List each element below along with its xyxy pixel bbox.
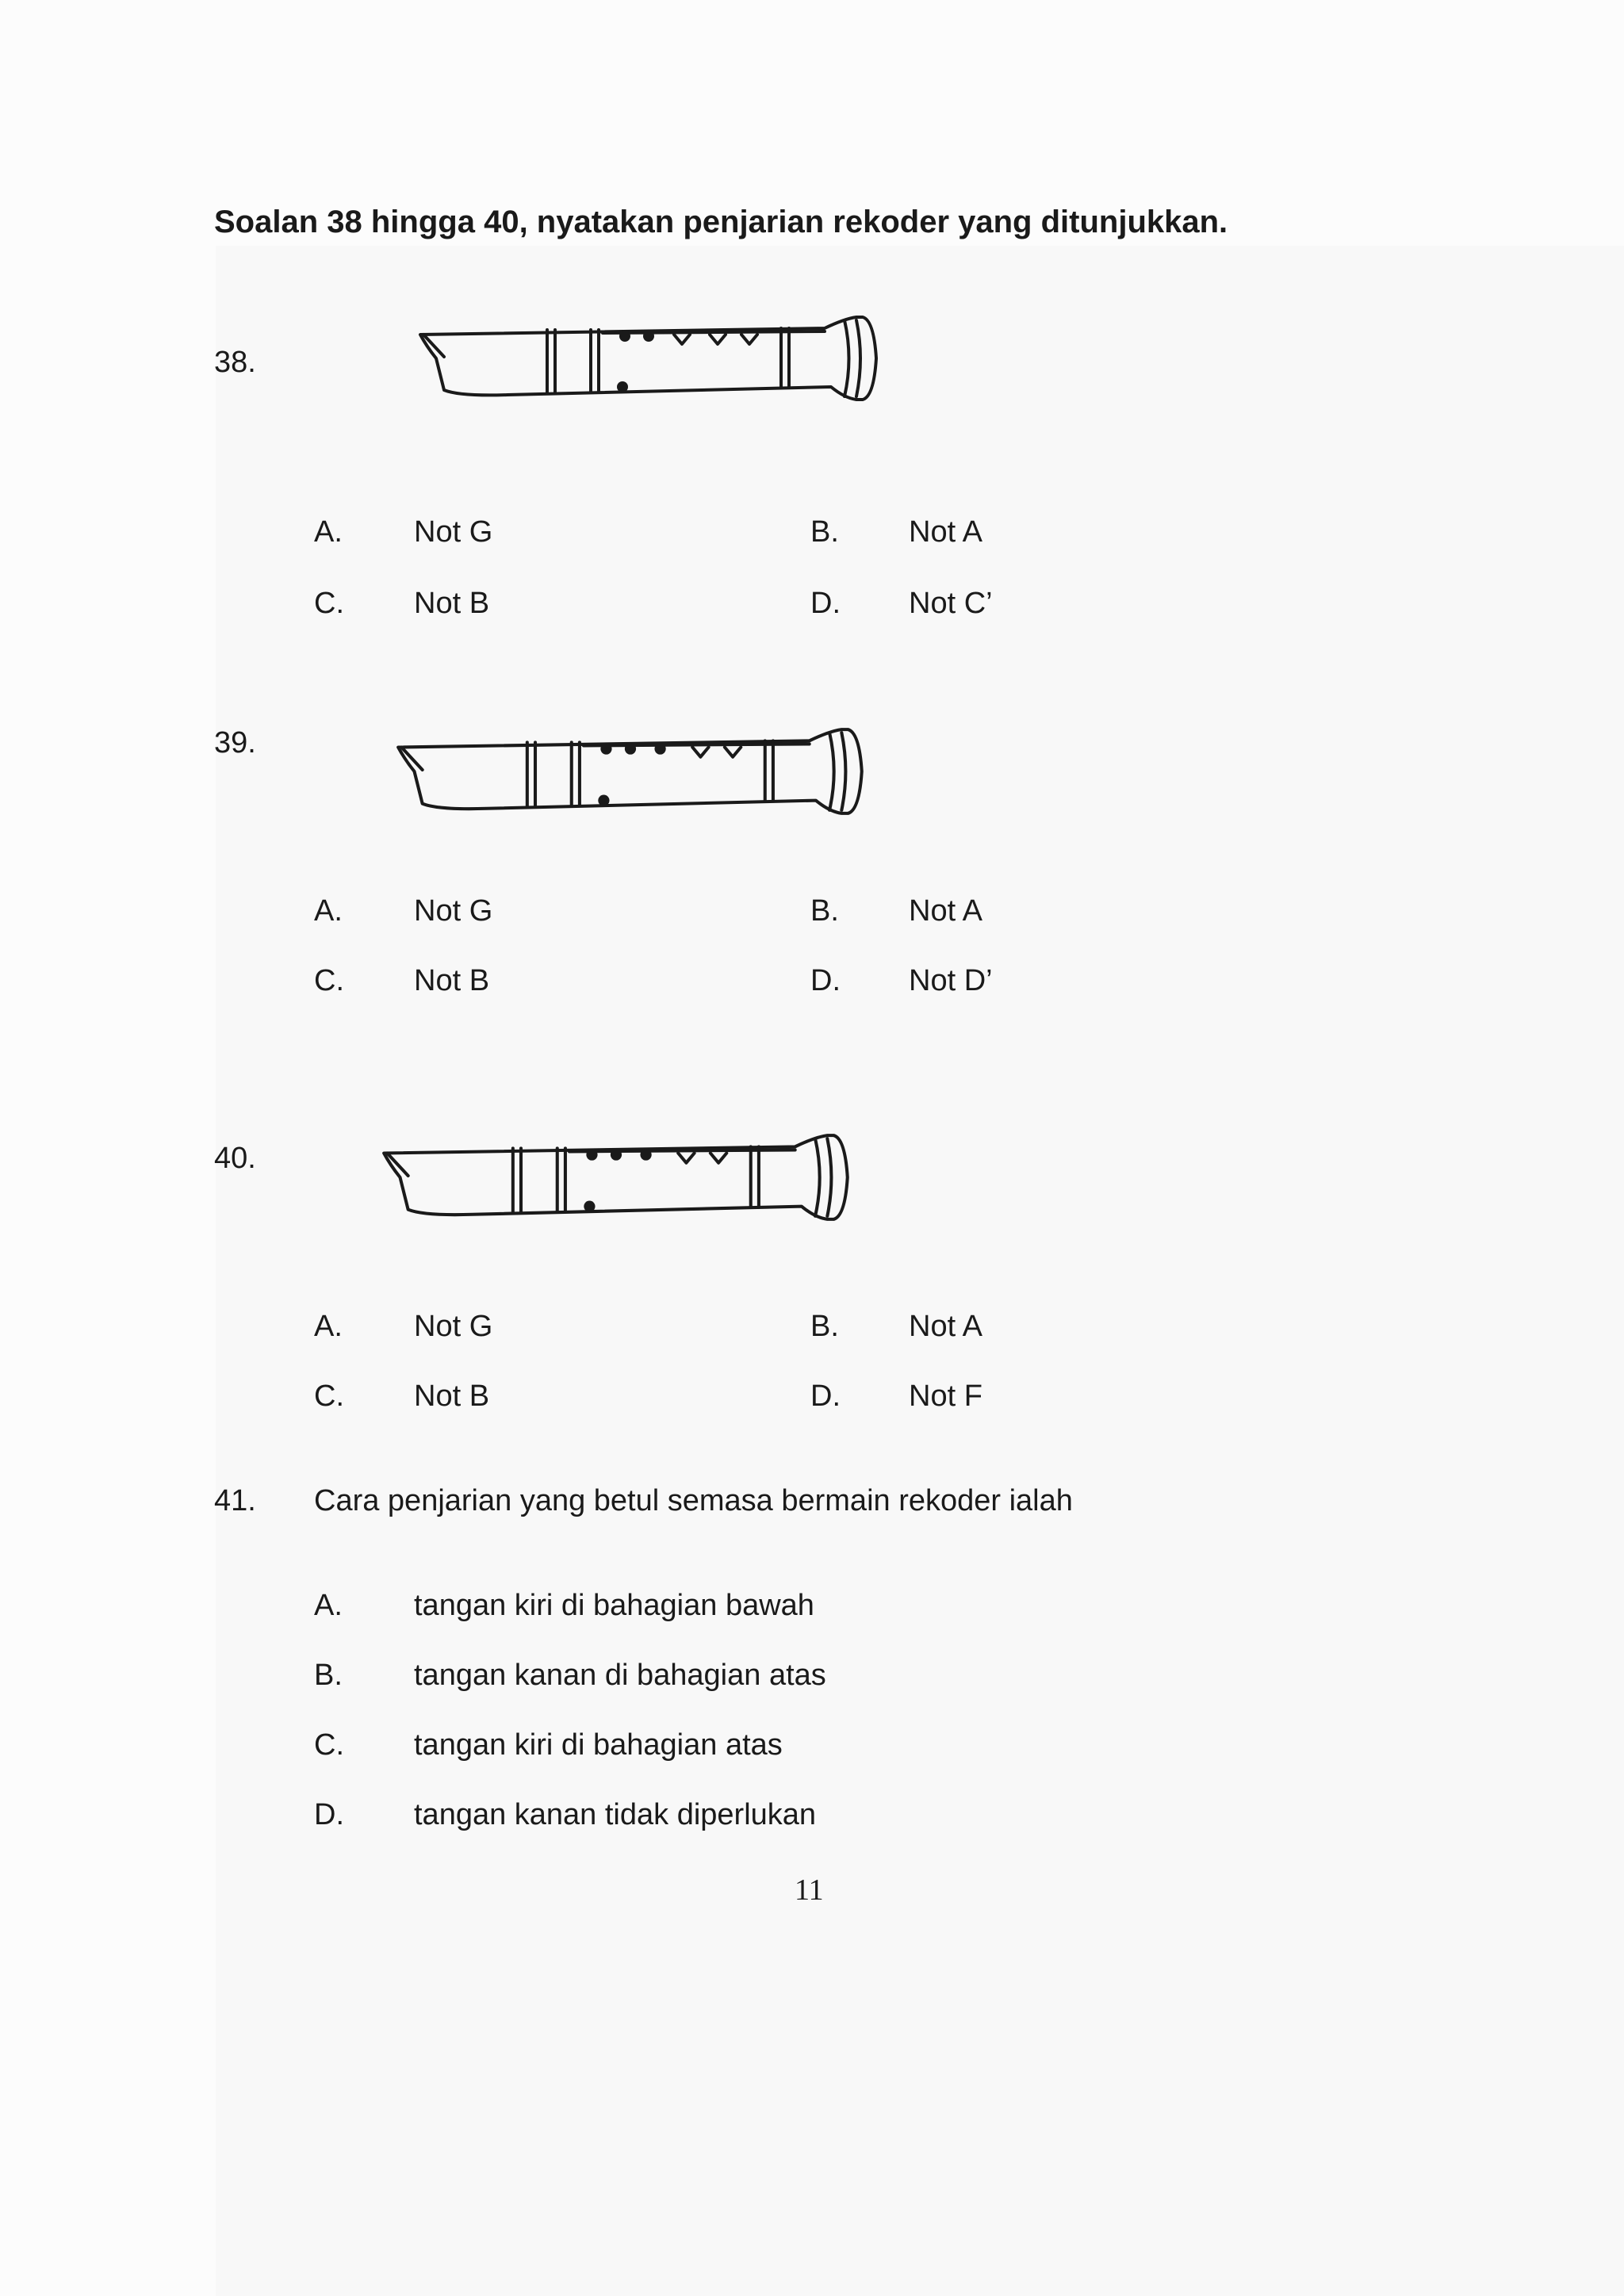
question-41-option-a-text: tangan kiri di bahagian bawah [414, 1589, 814, 1622]
question-40-option-a-text: Not G [414, 1310, 493, 1343]
question-38-option-b-letter: B. [810, 515, 839, 549]
question-39-option-d-letter: D. [810, 964, 841, 997]
question-41-option-b-text: tangan kanan di bahagian atas [414, 1659, 826, 1692]
question-38-option-c-text: Not B [414, 587, 490, 620]
question-38-option-d-letter: D. [810, 587, 841, 620]
question-40-option-d-text: Not F [909, 1380, 982, 1413]
question-41-number: 41. [214, 1484, 256, 1517]
recorder-drawing [412, 311, 888, 406]
question-41-option-c-letter: C. [314, 1728, 344, 1762]
question-40-option-c-text: Not B [414, 1380, 490, 1413]
question-41-text: Cara penjarian yang betul semasa bermain rekoder ialah [314, 1484, 1073, 1517]
question-39-number: 39. [214, 726, 256, 760]
instruction-heading: Soalan 38 hingga 40, nyatakan penjarian rekoder yang ditunjukkan. [214, 205, 1228, 239]
page-number: 11 [795, 1873, 824, 1907]
question-41-option-c-text: tangan kiri di bahagian atas [414, 1728, 783, 1762]
question-41-option-b-letter: B. [314, 1659, 343, 1692]
question-41-option-a-letter: A. [314, 1589, 343, 1622]
question-40-option-b-letter: B. [810, 1310, 839, 1343]
question-40-option-b-text: Not A [909, 1310, 982, 1343]
question-40-option-c-letter: C. [314, 1380, 344, 1413]
recorder-drawing [390, 723, 874, 820]
recorder-drawing [376, 1129, 860, 1226]
question-41-option-d-text: tangan kanan tidak diperlukan [414, 1798, 817, 1831]
question-38-option-a-text: Not G [414, 515, 493, 549]
question-40-option-d-letter: D. [810, 1380, 841, 1413]
question-39-recorder-image [390, 723, 874, 820]
question-38-option-d-text: Not C’ [909, 587, 993, 620]
question-40-recorder-image [376, 1129, 860, 1226]
question-39-option-c-letter: C. [314, 964, 344, 997]
question-39-option-d-text: Not D’ [909, 964, 993, 997]
question-38-option-b-text: Not A [909, 515, 982, 549]
question-38-option-a-letter: A. [314, 515, 343, 549]
question-39-option-a-letter: A. [314, 894, 343, 928]
page-background [216, 246, 1624, 2296]
question-38-number: 38. [214, 346, 256, 379]
question-40-option-a-letter: A. [314, 1310, 343, 1343]
question-38-recorder-image [412, 311, 888, 406]
question-41-option-d-letter: D. [314, 1798, 344, 1831]
question-39-option-a-text: Not G [414, 894, 493, 928]
question-39-option-b-text: Not A [909, 894, 982, 928]
question-40-number: 40. [214, 1142, 256, 1175]
question-39-option-b-letter: B. [810, 894, 839, 928]
question-39-option-c-text: Not B [414, 964, 490, 997]
question-38-option-c-letter: C. [314, 587, 344, 620]
